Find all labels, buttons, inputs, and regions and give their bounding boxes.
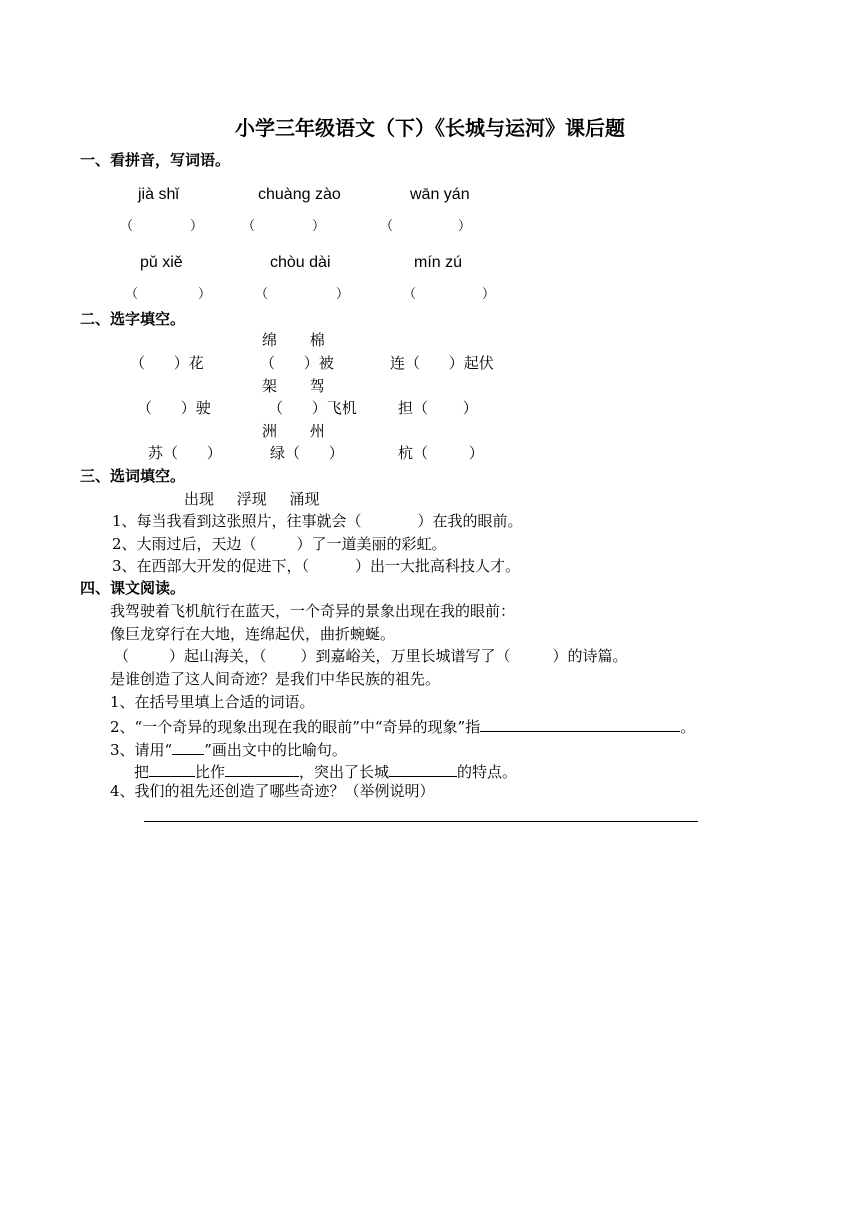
page-title: 小学三年级语文（下）《长城与运河》课后题 xyxy=(235,116,625,140)
pinyin-1-3: wān yán xyxy=(410,186,470,203)
fill-item-2-1: （ ）驶 xyxy=(137,399,211,417)
reading-line-4: 是谁创造了这人间奇迹？是我们中华民族的祖先。 xyxy=(110,670,441,688)
fill-item-1-3: 连（ ）起伏 xyxy=(390,354,494,372)
reading-q3-sentence-d: 的特点。 xyxy=(457,763,518,781)
reading-line-3-part-c: ）到嘉峪关，万里长城谱写了（ xyxy=(300,647,511,665)
fill-item-3-3: 杭（ ） xyxy=(398,444,484,462)
reading-q3-part-b: ”画出文中的比喻句。 xyxy=(204,741,347,759)
reading-line-3-part-d: ）的诗篇。 xyxy=(552,647,628,665)
answer-paren-open: （ xyxy=(125,287,139,302)
char-choices-3: 洲 州 xyxy=(262,422,325,440)
reading-q3-part-a: 3、请用“ xyxy=(110,741,173,759)
answer-blank xyxy=(480,717,680,732)
fill-item-1-1: （ ）花 xyxy=(130,354,204,372)
answer-paren-open: （ xyxy=(120,219,134,234)
reading-line-3-part-a: （ xyxy=(114,647,130,665)
answer-paren-close: ） xyxy=(458,219,472,234)
fill-word-q1-part-a: 1、每当我看到这张照片，往事就会（ xyxy=(112,512,362,530)
answer-blank xyxy=(172,740,204,755)
fill-word-q2-part-a: 2、大雨过后，天边（ xyxy=(112,535,257,553)
answer-paren-open: （ xyxy=(380,219,394,234)
fill-word-q3-part-b: ）出一大批高科技人才。 xyxy=(355,557,521,575)
answer-paren-close: ） xyxy=(482,287,496,302)
fill-word-q2-part-b: ）了一道美丽的彩虹。 xyxy=(296,535,447,553)
reading-q3-sentence xyxy=(134,762,517,780)
pinyin-2-2: chòu dài xyxy=(270,254,331,271)
fill-word-q1-part-b: ）在我的眼前。 xyxy=(417,512,523,530)
answer-paren-open: （ xyxy=(403,287,417,302)
fill-item-3-1: 苏（ ） xyxy=(148,444,222,462)
reading-q2 xyxy=(110,717,695,735)
fill-item-2-3: 担（ ） xyxy=(398,399,478,417)
answer-blank xyxy=(389,762,457,777)
fill-word-q2 xyxy=(112,537,447,552)
reading-line-3-part-b: ）起山海关，（ xyxy=(169,647,267,665)
reading-line-2: 像巨龙穿行在大地，连绵起伏，曲折蜿蜒。 xyxy=(110,625,396,643)
fill-item-2-2: （ ）飞机 xyxy=(268,399,357,417)
reading-line-3 xyxy=(114,649,628,664)
fill-word-q3-part-a: 3、在西部大开发的促进下，（ xyxy=(112,557,310,575)
answer-paren-close: ） xyxy=(198,287,212,302)
answer-line xyxy=(144,821,698,822)
reading-q3-sentence-b: 比作 xyxy=(195,763,226,781)
char-choices-1: 绵 棉 xyxy=(262,331,325,349)
reading-line-1: 我驾驶着飞机航行在蓝天，一个奇异的景象出现在我的眼前： xyxy=(110,602,516,620)
reading-q1: 1、在括号里填上合适的词语。 xyxy=(110,693,315,711)
section-4-heading: 四、课文阅读。 xyxy=(80,579,186,597)
answer-paren-close: ） xyxy=(312,219,326,234)
answer-blank xyxy=(149,762,195,777)
reading-q3-sentence-a: 把 xyxy=(134,763,150,781)
answer-paren-open: （ xyxy=(255,287,269,302)
fill-item-1-2: （ ）被 xyxy=(260,354,334,372)
section-3-heading: 三、选词填空。 xyxy=(80,467,186,485)
word-choices: 出现 浮现 涌现 xyxy=(184,490,320,508)
section-2-heading: 二、选字填空。 xyxy=(80,310,186,328)
answer-paren-close: ） xyxy=(336,287,350,302)
fill-word-q1 xyxy=(112,514,523,529)
reading-q2-text: 2、“一个奇异的现象出现在我的眼前”中“奇异的现象”指 xyxy=(110,718,481,736)
reading-q4: 4、我们的祖先还创造了哪些奇迹？（举例说明） xyxy=(110,782,435,800)
answer-paren-open: （ xyxy=(242,219,256,234)
fill-item-3-2: 绿（ ） xyxy=(270,444,344,462)
answer-blank xyxy=(225,762,299,777)
pinyin-2-1: pǔ xiě xyxy=(140,254,183,271)
answer-paren-close: ） xyxy=(190,219,204,234)
reading-q3-sentence-c: ，突出了长城 xyxy=(299,763,390,781)
section-1-heading: 一、看拼音，写词语。 xyxy=(80,151,231,169)
pinyin-1-1: jià shǐ xyxy=(138,186,179,203)
reading-q3 xyxy=(110,740,347,758)
fill-word-q3 xyxy=(112,559,520,574)
pinyin-2-3: mín zú xyxy=(414,254,463,271)
pinyin-1-2: chuàng zào xyxy=(258,186,341,203)
char-choices-2: 架 驾 xyxy=(262,377,325,395)
reading-q2-end: 。 xyxy=(680,718,696,736)
